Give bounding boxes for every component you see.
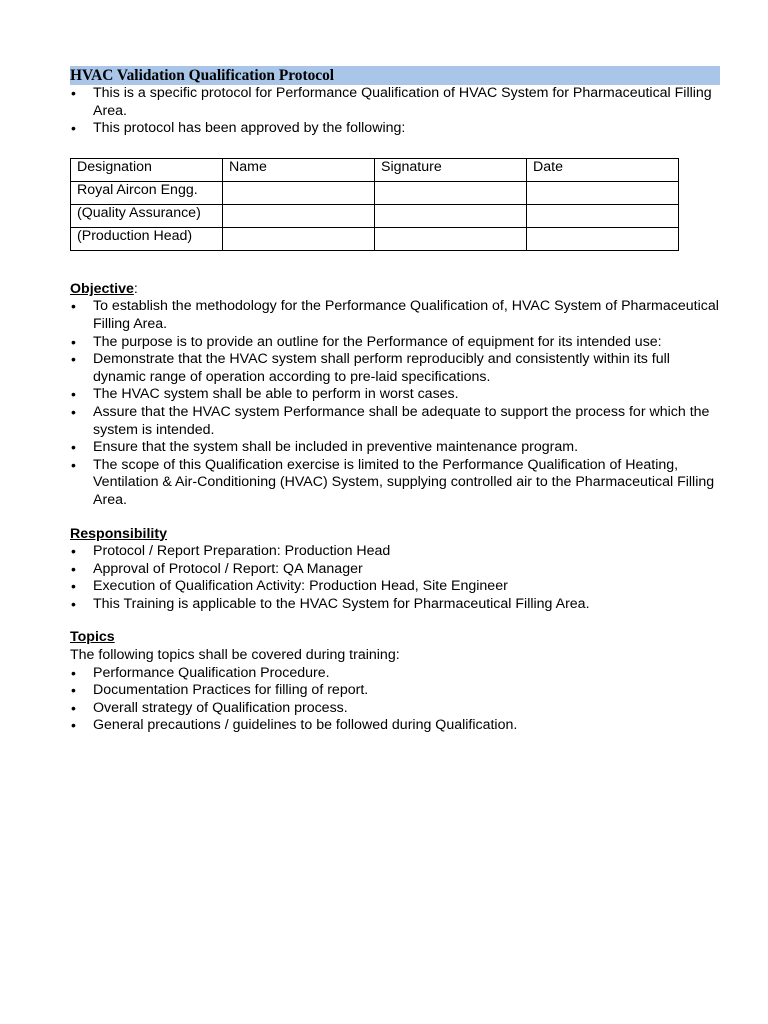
list-item: • Demonstrate that the HVAC system shall perform reproducibly and consistently within its full dynamic range of operation according to pre-laid specifications. bbox=[70, 351, 720, 386]
table-cell bbox=[223, 181, 375, 204]
table-row bbox=[71, 227, 679, 250]
topics-intro: The following topics shall be covered during training: bbox=[70, 647, 400, 664]
list-item: • Documentation Practices for filling of report. bbox=[70, 682, 720, 700]
table-cell bbox=[223, 204, 375, 227]
table-cell: (Quality Assurance) bbox=[71, 204, 223, 227]
table-header-cell: Designation bbox=[71, 158, 223, 181]
list-item: • Protocol / Report Preparation: Production Head bbox=[70, 543, 720, 561]
list-item: • Overall strategy of Qualification process. bbox=[70, 700, 720, 718]
responsibility-heading: Responsibility bbox=[70, 525, 167, 542]
list-item: • This protocol has been approved by the following: bbox=[70, 120, 720, 138]
table-cell bbox=[527, 227, 679, 250]
list-item: • To establish the methodology for the Performance Qualification of, HVAC System of Pharmaceutical Filling Area. bbox=[70, 298, 720, 333]
table-cell bbox=[375, 227, 527, 250]
list-item: • The purpose is to provide an outline for the Performance of equipment for its intended use: bbox=[70, 334, 720, 352]
document-title: HVAC Validation Qualification Protocol bbox=[70, 66, 720, 85]
responsibility-section bbox=[70, 526, 720, 614]
list-item: • Performance Qualification Procedure. bbox=[70, 665, 720, 683]
list-item: • This Training is applicable to the HVAC System for Pharmaceutical Filling Area. bbox=[70, 596, 720, 614]
table-cell bbox=[527, 181, 679, 204]
objective-heading: Objective bbox=[70, 280, 134, 297]
table-header-cell: Name bbox=[223, 158, 375, 181]
list-item: • The HVAC system shall be able to perform in worst cases. bbox=[70, 386, 720, 404]
table-row bbox=[71, 181, 679, 204]
table-header-row bbox=[71, 158, 679, 181]
table-cell bbox=[375, 181, 527, 204]
topics-section bbox=[70, 629, 720, 735]
responsibility-list bbox=[70, 543, 720, 613]
intro-list bbox=[70, 85, 720, 138]
table-cell bbox=[223, 227, 375, 250]
list-item: • General precautions / guidelines to be followed during Qualification. bbox=[70, 717, 720, 735]
table-row bbox=[71, 204, 679, 227]
table-cell: Royal Aircon Engg. bbox=[71, 181, 223, 204]
document-page bbox=[70, 66, 720, 735]
objective-colon: : bbox=[133, 280, 138, 297]
table-header-cell: Date bbox=[527, 158, 679, 181]
list-item: • Assure that the HVAC system Performance shall be adequate to support the process for which the system is intended. bbox=[70, 404, 720, 439]
table-cell: (Production Head) bbox=[71, 227, 223, 250]
list-item: • Approval of Protocol / Report: QA Manager bbox=[70, 561, 720, 579]
table-cell bbox=[375, 204, 527, 227]
list-item: • Execution of Qualification Activity: Production Head, Site Engineer bbox=[70, 578, 720, 596]
list-item: • This is a specific protocol for Performance Qualification of HVAC System for Pharmaceutical Filling Area. bbox=[70, 85, 720, 120]
topics-list bbox=[70, 665, 720, 735]
list-item: • The scope of this Qualification exercise is limited to the Performance Qualification of Heating, Ventilation & Air-Conditioning (HVAC) System, supplying controlled air to the Pharmaceutical Filling Area. bbox=[70, 457, 720, 510]
list-item: • Ensure that the system shall be included in preventive maintenance program. bbox=[70, 439, 720, 457]
table-cell bbox=[527, 204, 679, 227]
objective-heading-line bbox=[70, 281, 720, 299]
approval-table bbox=[70, 158, 679, 251]
table-header-cell: Signature bbox=[375, 158, 527, 181]
objective-section bbox=[70, 281, 720, 510]
objective-list bbox=[70, 298, 720, 509]
topics-heading: Topics bbox=[70, 629, 115, 646]
